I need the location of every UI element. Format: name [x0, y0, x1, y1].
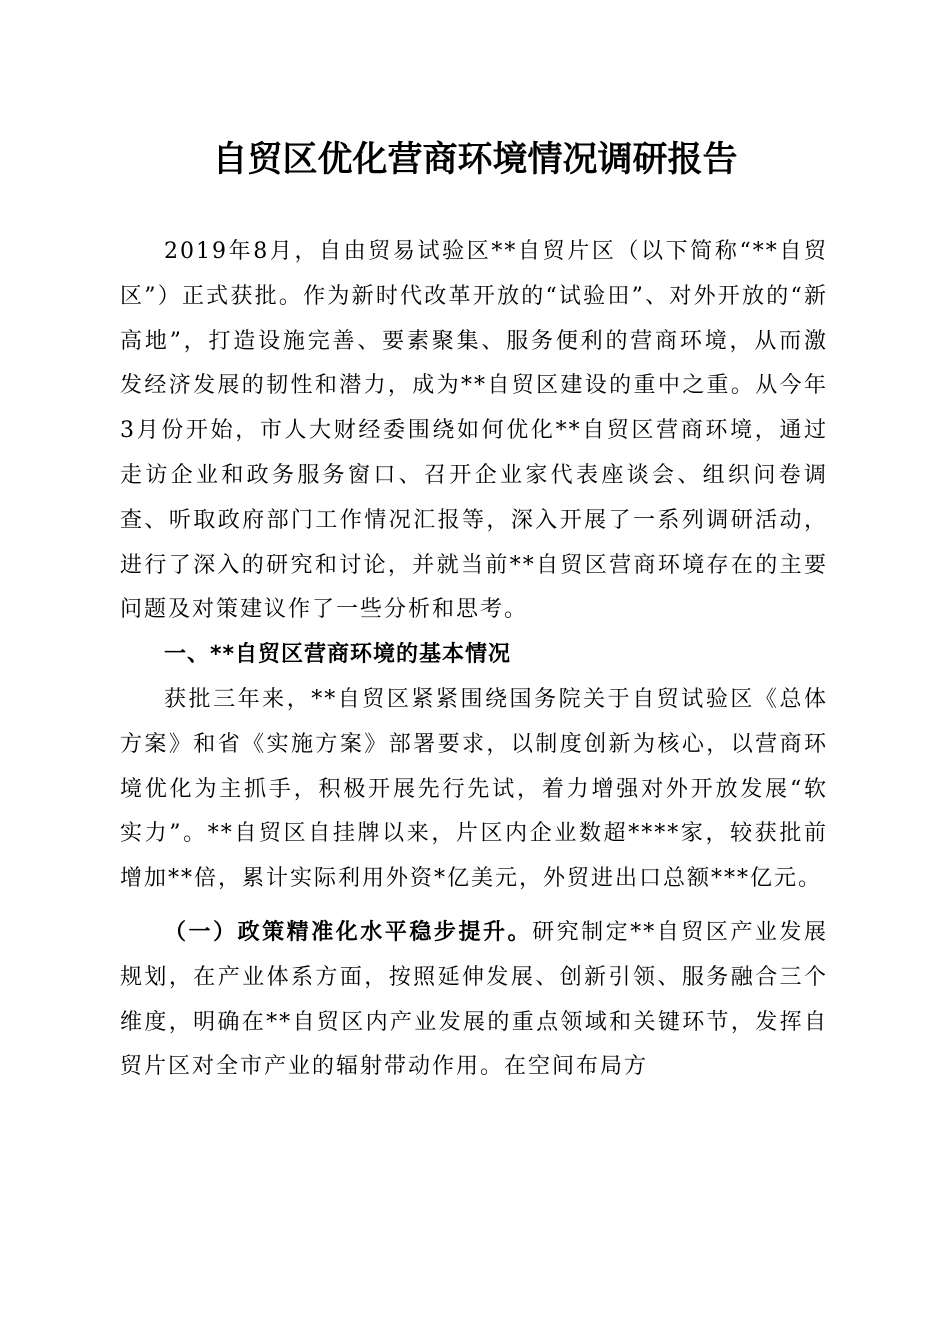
subsection1-text: 研究制定**自贸区产业发展规划，在产业体系方面，按照延伸发展、创新引领、服务融合三个维度，明确在**自贸区内产业发展的重点领域和关键环节，发挥自贸片区对全市产业的辐射带动作用。在空间布局方 [120, 919, 828, 1080]
section1-paragraph: 获批三年来，**自贸区紧紧围绕国务院关于自贸试验区《总体方案》和省《实施方案》部署要求，以制度创新为核心，以营商环境优化为主抓手，积极开展先行先试，着力增强对外开放发展“软实力”。**自贸区自挂牌以来，片区内企业数超****家，较获批前增加**倍，累计实际利用外资*亿美元，外贸进出口总额***亿元。 [120, 686, 828, 892]
document-title: 自贸区优化营商环境情况调研报告 [212, 139, 738, 180]
subsection1-lead: （一）政策精准化水平稳步提升。 [164, 918, 533, 945]
intro-paragraph: 2019年8月，自由贸易试验区**自贸片区（以下简称“**自贸区”）正式获批。作为新时代改革开放的“试验田”、对外开放的“新高地”，打造设施完善、要素聚集、服务便利的营商环境，从而激发经济发展的韧性和潜力，成为**自贸区建设的重中之重。从今年3月份开始，市人大财经委围绕如何优化**自贸区营商环境，通过走访企业和政务服务窗口、召开企业家代表座谈会、组织问卷调查、听取政府部门工作情况汇报等，深入开展了一系列调研活动，进行了深入的研究和讨论，并就当前**自贸区营商环境存在的主要问题及对策建议作了一些分析和思考。 [120, 239, 828, 623]
section-heading-basic-situation: 一、**自贸区营商环境的基本情况 [164, 642, 512, 668]
document-body [120, 230, 828, 1090]
subsection1-paragraph [120, 910, 828, 1090]
paragraph-spacer [120, 902, 828, 910]
